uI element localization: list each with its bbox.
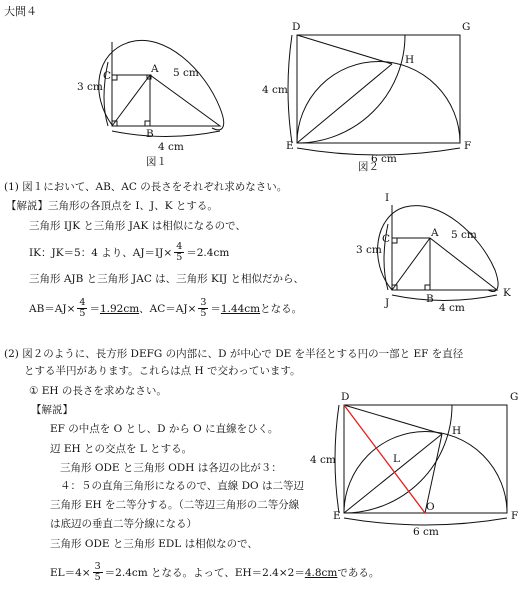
q2-conclusion-fraction	[93, 562, 103, 583]
fig4-label-g: G	[510, 391, 519, 403]
q1-line2-fraction	[174, 242, 184, 263]
q1-line4	[29, 298, 302, 319]
fig4-dim-left: 4 cm	[310, 454, 336, 466]
q2-line-1: EF の中点を O とし、D から O に直線をひく。	[50, 423, 279, 435]
q1-line4-a: AB＝AJ×	[29, 302, 76, 315]
fig1-dim-ab: 5 cm	[173, 67, 199, 79]
fig2-label-d: D	[292, 21, 301, 33]
q1-answer-ab: 1.92cm	[99, 302, 140, 315]
q1-line4-fraction-1	[77, 298, 87, 319]
fraction-numerator: 3	[200, 297, 207, 308]
q2-line-5: 三角形 EH を二等分する。（二等辺三角形の二等分線	[50, 499, 300, 511]
figure-3-right-angle-c	[392, 238, 397, 243]
q1-line3: 三角形 AJB と三角形 JAC は、三角形 KIJ と相似だから、	[29, 273, 305, 285]
fig1-label-a: A	[151, 63, 159, 75]
figure-2	[288, 35, 460, 155]
q2-line-3: 三角形 ODE と三角形 ODH は各辺の比が３：	[60, 462, 282, 474]
fig1-label-c: C	[103, 70, 112, 82]
q2-conclusion	[50, 562, 379, 583]
fig2-label-h: H	[405, 54, 415, 66]
figure-1-arc	[99, 40, 224, 129]
fig1-label-b: B	[146, 128, 154, 140]
fig4-label-e: E	[333, 510, 341, 522]
q1-line1: 三角形 IJK と三角形 JAK は相似になるので、	[29, 220, 246, 232]
figure-4	[335, 405, 507, 525]
fig3-dim-ak: 5 cm	[451, 229, 477, 241]
fig3-label-i: I	[385, 192, 390, 204]
figure-3	[378, 205, 499, 301]
fig3-label-j: J	[385, 297, 390, 309]
fraction-numerator: 4	[176, 241, 183, 252]
fig2-caption: 図２	[358, 161, 379, 173]
fig3-label-a: A	[431, 227, 439, 239]
q2-line-7: 三角形 ODE と三角形 EDL は相似なので、	[50, 538, 258, 550]
figure-1-right-angle-b	[145, 121, 150, 126]
fig2-dim-bottom: 6 cm	[371, 153, 397, 165]
fig2-label-g: G	[462, 21, 471, 33]
figure-2-segment-eh	[297, 64, 392, 143]
q2-conclusion-post: である。	[337, 566, 380, 579]
figure-4-segment-do-red	[344, 405, 425, 513]
q2-conclusion-mid: ＝2.4cm となる。よって、EH＝2.4×2＝	[104, 566, 305, 579]
q1-kaisetsu: 【解説】三角形の各頂点を I、J、K とする。	[6, 200, 218, 212]
fig1-dim-bottom: 4 cm	[158, 141, 184, 153]
q2-sub-question-1: ① EH の長さを求めなさい。	[29, 385, 167, 397]
fig1-dim-ac: 3 cm	[77, 81, 103, 93]
figure-1	[99, 40, 224, 136]
figure-3-right-angle-b	[425, 285, 430, 290]
q2-answer-eh: 4.8cm	[304, 566, 338, 579]
fig4-label-o: O	[426, 501, 435, 513]
fig4-label-h: H	[452, 425, 462, 437]
figure-4-segment-dh	[344, 405, 442, 434]
fig3-label-c: C	[382, 233, 391, 245]
q1-question: (1) 図１において、AB、AC の長さをそれぞれ求めなさい。	[4, 181, 288, 193]
q1-line4-fraction-2	[198, 298, 208, 319]
fig3-label-k: K	[503, 287, 511, 299]
figure-4-rectangle-defg	[344, 405, 507, 513]
figure-3-line-ja	[392, 238, 430, 290]
q2-line-6: は底辺の垂直二等分線になる）	[50, 518, 197, 530]
fig4-dim-bottom: 6 cm	[413, 526, 439, 538]
fraction-denominator: 5	[79, 308, 86, 319]
figure-2-segment-dh	[297, 35, 392, 64]
q2-question-line1: (2) 図２のように、長方形 DEFG の内部に、D が中心で DE を半径とする円の一部と EF を直径	[4, 348, 464, 360]
figure-4-brace-bottom	[344, 518, 507, 525]
fig2-label-f: F	[464, 140, 472, 152]
fig2-dim-left: 4 cm	[262, 84, 288, 96]
fraction-numerator: 4	[79, 297, 86, 308]
fig3-label-b: B	[426, 293, 434, 305]
figure-1-brace-bottom	[112, 131, 220, 137]
fraction-denominator: 5	[94, 572, 101, 583]
q1-line2-post: ＝2.4cm	[186, 246, 230, 259]
q2-question-line2: とする半円があります。これらは点 H で交わっています。	[24, 365, 301, 377]
figure-2-rectangle-defg	[297, 35, 460, 143]
fig3-dim-bottom: 4 cm	[439, 302, 465, 314]
q2-conclusion-pre: EL＝4×	[50, 566, 91, 579]
figure-1-line-ja	[112, 75, 150, 126]
fig2-label-e: E	[286, 140, 294, 152]
fig1-caption: 図１	[146, 156, 167, 168]
figure-2-semicircle	[297, 62, 460, 144]
q1-line4-d: ＝	[210, 302, 221, 315]
figure-1-right-triangle	[112, 75, 220, 126]
fig4-label-l: L	[393, 453, 400, 465]
q1-line4-c: 、AC＝AJ×	[139, 302, 197, 315]
q2-line-2: 辺 EH との交点を L とする。	[50, 443, 193, 455]
q1-line2	[29, 242, 229, 263]
fraction-numerator: 3	[94, 561, 101, 572]
figure-3-brace-bottom	[392, 295, 497, 301]
q2-kaisetsu: 【解説】	[31, 404, 73, 416]
fraction-denominator: 5	[200, 308, 207, 319]
q1-line4-e: となる。	[260, 302, 303, 315]
fig4-label-d: D	[341, 391, 350, 403]
q2-line-4: ４：５の直角三角形になるので、直線 DO は二等辺	[60, 480, 304, 492]
figure-2-brace-left	[288, 35, 292, 143]
page-title: 大問４	[4, 5, 37, 18]
figure-1-right-angle-c	[112, 75, 117, 80]
fig4-label-f: F	[511, 510, 519, 522]
q1-line4-b: ＝	[89, 302, 100, 315]
fig3-dim-ci: 3 cm	[356, 244, 382, 256]
q1-line2-pre: IK：JK＝5：4 より、AJ＝IJ×	[29, 246, 173, 259]
fraction-denominator: 5	[176, 252, 183, 263]
figure-3-arc	[378, 206, 499, 292]
q1-answer-ac: 1.44cm	[220, 302, 261, 315]
